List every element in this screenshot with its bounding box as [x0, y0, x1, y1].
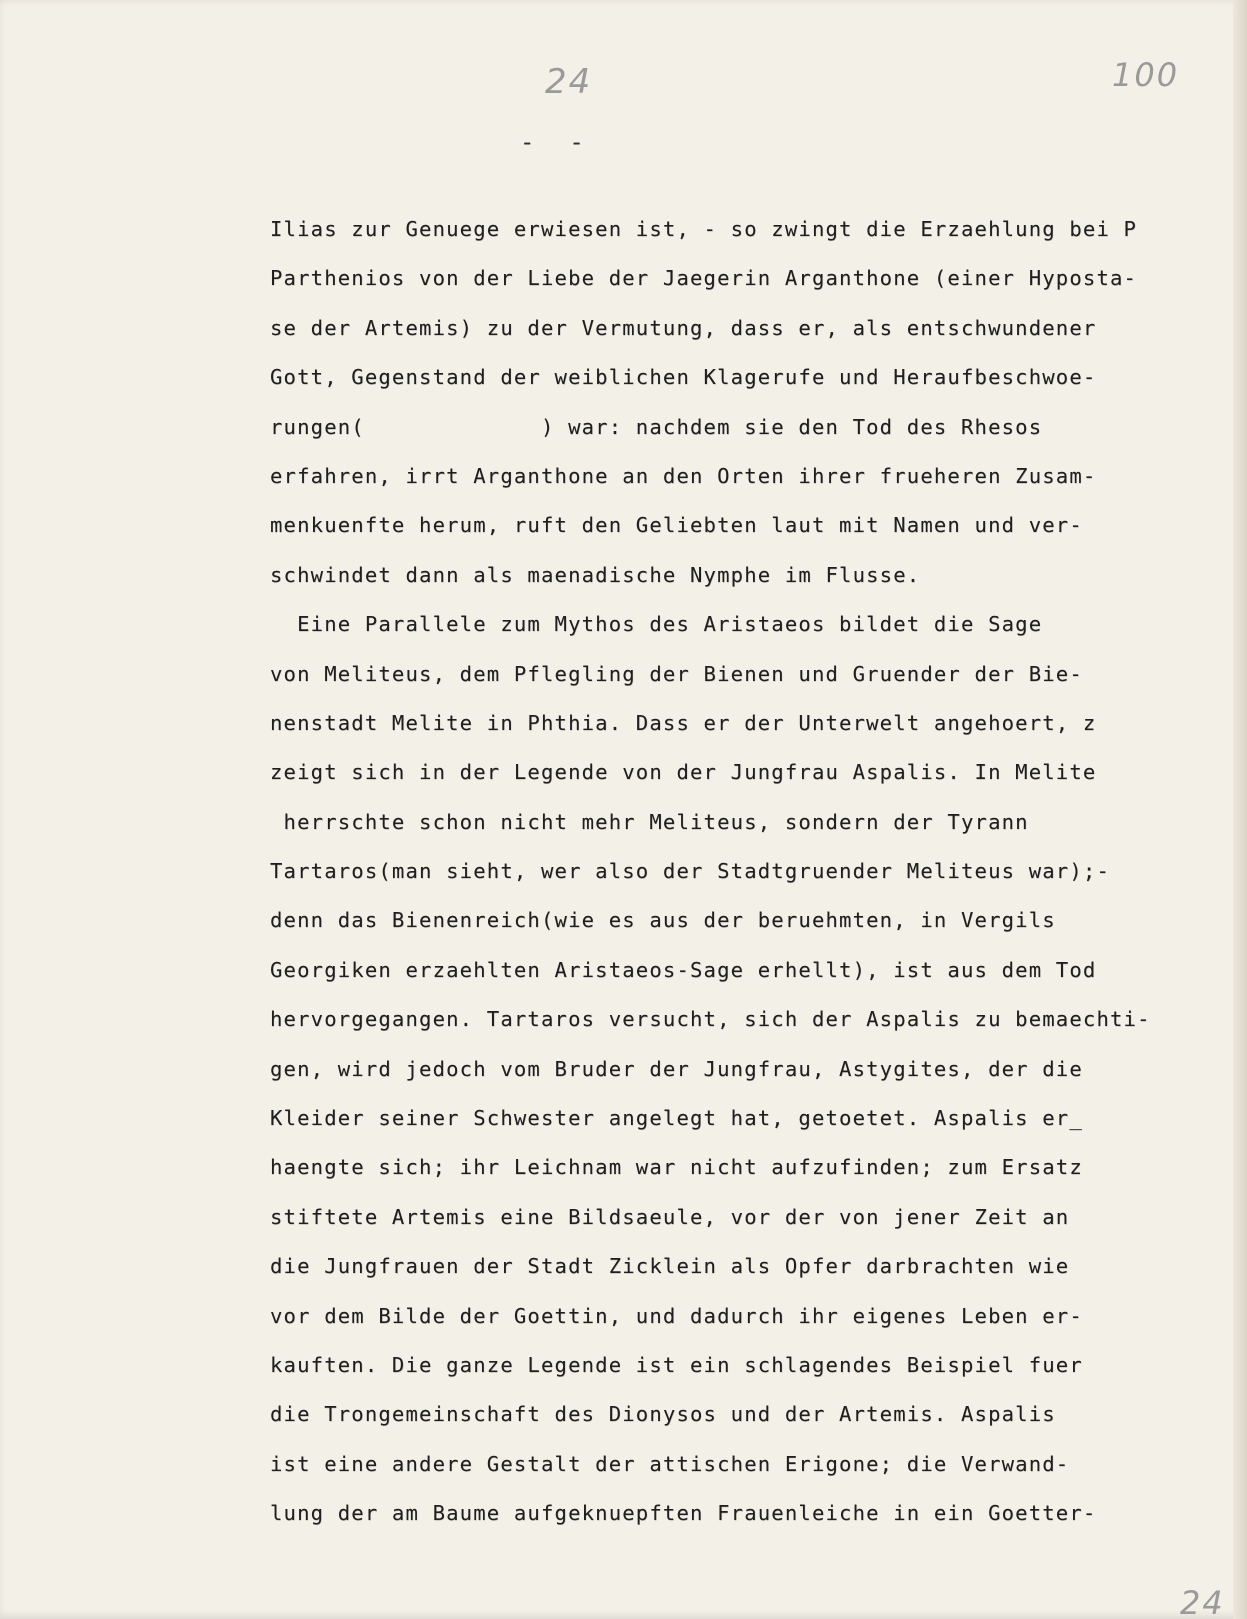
text-line: se der Artemis) zu der Vermutung, dass er, als entschwundener [270, 315, 1097, 340]
text-line: zeigt sich in der Legende von der Jungfrau Aspalis. In Melite [270, 760, 1097, 785]
text-line: kauften. Die ganze Legende ist ein schlagendes Beispiel fuer [270, 1352, 1083, 1377]
text-line: lung der am Baume aufgeknuepften Frauenleiche in ein Goetter- [270, 1501, 1097, 1526]
text-line: hervorgegangen. Tartaros versucht, sich der Aspalis zu bemaechti- [270, 1007, 1151, 1032]
text-line: gen, wird jedoch vom Bruder der Jungfrau, Astygites, der die [270, 1056, 1083, 1081]
text-line: Ilias zur Genuege erwiesen ist, - so zwingt die Erzaehlung bei P [270, 217, 1138, 241]
page-edge [1233, 0, 1247, 1619]
text-line: Gott, Gegenstand der weiblichen Klagerufe und Heraufbeschwoe- [270, 365, 1097, 390]
text-line: Kleider seiner Schwester angelegt hat, getoetet. Aspalis er_ [270, 1106, 1083, 1131]
text-line: ist eine andere Gestalt der attischen Erigone; die Verwand- [270, 1451, 1070, 1476]
archive-number: 100 [1112, 56, 1180, 94]
text-line: denn das Bienenreich(wie es aus der beruehmten, in Vergils [270, 908, 1056, 933]
typewritten-text-body [270, 205, 1220, 1539]
text-line: Georgiken erzaehlten Aristaeos-Sage erhellt), ist aus dem Tod [270, 957, 1097, 982]
text-line: Eine Parallele zum Mythos des Aristaeos bildet die Sage [270, 612, 1043, 637]
text-line: rungen( ) war: nachdem sie den Tod des Rhesos [270, 414, 1043, 439]
text-line: herrschte schon nicht mehr Meliteus, sondern der Tyrann [270, 809, 1029, 834]
text-line: erfahren, irrt Arganthone an den Orten ihrer frueheren Zusam- [270, 463, 1097, 488]
text-line: nenstadt Melite in Phthia. Dass er der Unterwelt angehoert, z [270, 710, 1097, 735]
text-line: die Trongemeinschaft des Dionysos und der Artemis. Aspalis [270, 1402, 1056, 1427]
text-line: von Meliteus, dem Pflegling der Bienen und Gruender der Bie- [270, 661, 1083, 686]
page-header-dashes: - - [520, 128, 586, 156]
text-line: die Jungfrauen der Stadt Zicklein als Opfer darbrachten wie [270, 1254, 1070, 1279]
text-line: haengte sich; ihr Leichnam war nicht aufzufinden; zum Ersatz [270, 1155, 1083, 1180]
handwritten-page-number: 24 [545, 62, 593, 102]
text-line: menkuenfte herum, ruft den Geliebten laut mit Namen und ver- [270, 513, 1083, 538]
text-line: schwindet dann als maenadische Nymphe im Flusse. [270, 562, 921, 587]
text-line: Tartaros(man sieht, wer also der Stadtgruender Meliteus war);- [270, 859, 1111, 884]
handwritten-page-number-bottom: 24 [1180, 1584, 1225, 1619]
text-line: stiftete Artemis eine Bildsaeule, vor der von jener Zeit an [270, 1204, 1070, 1229]
text-line: vor dem Bilde der Goettin, und dadurch ihr eigenes Leben er- [270, 1303, 1083, 1328]
text-line: Parthenios von der Liebe der Jaegerin Arganthone (einer Hyposta- [270, 266, 1138, 291]
